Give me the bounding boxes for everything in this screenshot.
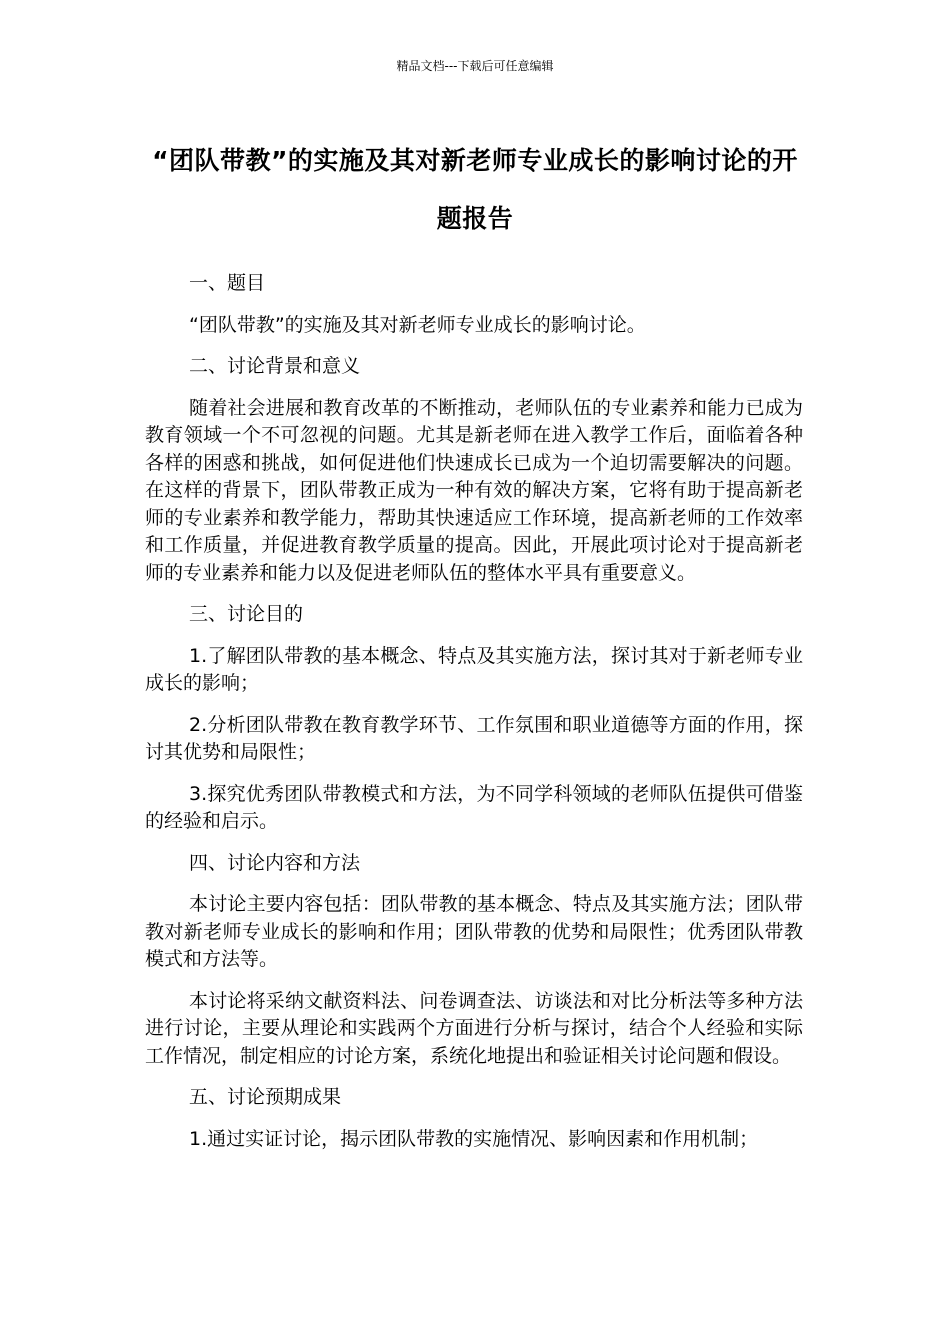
section-heading-topic: 一、题目 xyxy=(189,272,266,294)
objective-item-3: 3.探究优秀团队带教模式和方法，为不同学科领域的老师队伍提供可借鉴的经验和启示。 xyxy=(145,782,803,832)
section-heading-objectives: 三、讨论目的 xyxy=(189,603,304,625)
content-paragraph: 本讨论主要内容包括：团队带教的基本概念、特点及其实施方法；团队带教对新老师专业成长的影响和作用；团队带教的优势和局限性；优秀团队带教模式和方法等。 xyxy=(145,893,803,970)
section-heading-outcomes: 五、讨论预期成果 xyxy=(189,1086,342,1108)
outcome-item-1: 1.通过实证讨论，揭示团队带教的实施情况、影响因素和作用机制； xyxy=(189,1127,759,1150)
header-note: 精品文档---下载后可任意编辑 xyxy=(396,59,554,73)
document-title: “团队带教”的实施及其对新老师专业成长的影响讨论的开题报告 xyxy=(152,146,798,233)
document-body xyxy=(145,270,803,1167)
background-paragraph: 随着社会进展和教育改革的不断推动，老师队伍的专业素养和能力已成为教育领域一个不可忽视的问题。尤其是新老师在进入教学工作后，面临着各种各样的困惑和挑战，如何促进他们快速成长已成为一个迫切需要解决的问题。在这样的背景下，团队带教正成为一种有效的解决方案，它将有助于提高新老师的专业素养和教学能力，帮助其快速适应工作环境，提高新老师的工作效率和工作质量，并促进教育教学质量的提高。因此，开展此项讨论对于提高新老师的专业素养和能力以及促进老师队伍的整体水平具有重要意义。 xyxy=(145,396,803,584)
method-paragraph: 本讨论将采纳文献资料法、问卷调查法、访谈法和对比分析法等多种方法进行讨论，主要从理论和实践两个方面进行分析与探讨，结合个人经验和实际工作情况，制定相应的讨论方案，系统化地提出和验证相关讨论问题和假设。 xyxy=(145,989,803,1067)
section-heading-content: 四、讨论内容和方法 xyxy=(189,851,361,874)
objective-item-2: 2.分析团队带教在教育教学环节、工作氛围和职业道德等方面的作用，探讨其优势和局限性； xyxy=(145,713,803,763)
objective-item-1: 1.了解团队带教的基本概念、特点及其实施方法，探讨其对于新老师专业成长的影响； xyxy=(145,644,803,694)
topic-paragraph: “团队带教”的实施及其对新老师专业成长的影响讨论。 xyxy=(189,313,646,336)
section-heading-background: 二、讨论背景和意义 xyxy=(189,355,361,377)
